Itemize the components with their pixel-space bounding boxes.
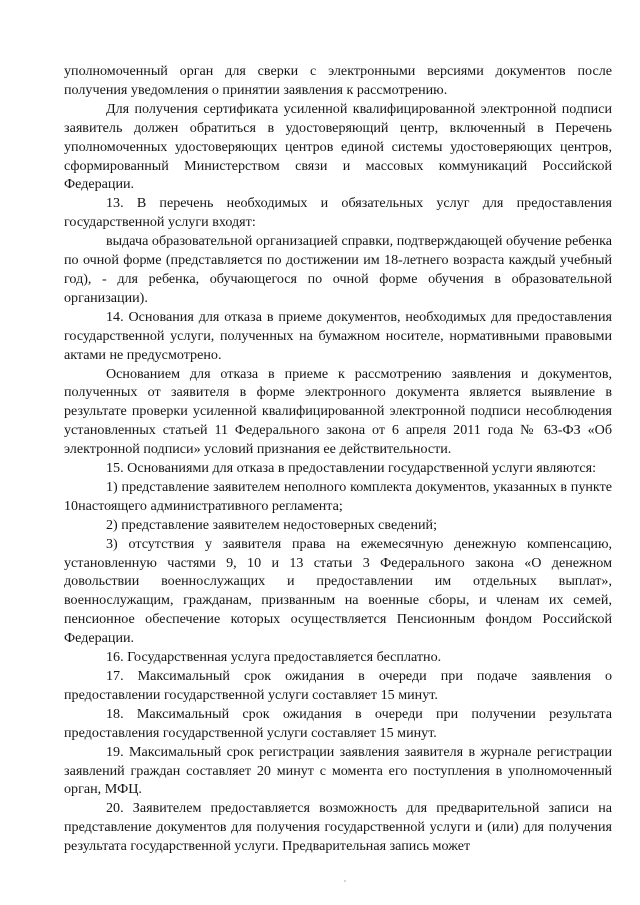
- paragraph-16: 16. Государственная услуга предоставляется бесплатно.: [106, 649, 442, 666]
- document-page: [64, 62, 612, 856]
- paragraph-15-item-2: 2) представление заявителем недостоверных сведений;: [106, 516, 437, 533]
- paragraph-13: 13. В перечень необходимых и обязательных услуг для предоставления государственной услуги входят:: [64, 195, 612, 231]
- paragraph-15-item-3: 3) отсутствия у заявителя права на ежемесячную денежную компенсацию, установленную частями 9, 10 и 13 статьи 3 Федерального закона «О денежном довольствии военнослужащих и предоставлении им отдельных выплат», военнослужащим, гражданам, призванным на военные сборы, и членам их семей, пенсионное обеспечение которых осуществляется Пенсионным фондом Российской Федерации.: [64, 535, 612, 647]
- paragraph-18: 18. Максимальный срок ожидания в очереди при получении результата предоставления государственной услуги составляет 15 минут.: [64, 705, 612, 741]
- paragraph-19: 19. Максимальный срок регистрации заявления заявителя в журнале регистрации заявлений граждан составляет 20 минут с момента его поступления в уполномоченный орган, МФЦ.: [64, 743, 612, 798]
- paragraph-continuation: уполномоченный орган для сверки с электронными версиями документов после получения уведомления о принятии заявления к рассмотрению.: [64, 63, 612, 98]
- paragraph-17: 17. Максимальный срок ожидания в очереди при подаче заявления о предоставлении государственной услуги составляет 15 минут.: [64, 668, 612, 703]
- paragraph-14: 14. Основания для отказа в приеме документов, необходимых для предоставления государственной услуги, полученных на бумажном носителе, нормативными правовыми актами не предусмотрено.: [64, 308, 612, 363]
- paragraph-certificate: Для получения сертификата усиленной квалифицированной электронной подписи заявитель должен обратиться в удостоверяющий центр, включенный в Перечень уполномоченных удостоверяющих центров единой системы удостоверяющих центров, сформированный Министерством связи и массовых коммуникаций Российской Федерации.: [64, 100, 612, 193]
- paragraph-electronic-refusal: Основанием для отказа в приеме к рассмотрению заявления и документов, полученных от заявителя в форме электронного документа является выявление в результате проверки усиленной квалифицированной электронной подписи несоблюдения установленных статьей 11 Федерального закона от 6 апреля 2011 года № 63-ФЗ «Об электронной подписи» условий признания ее действительности.: [64, 365, 612, 458]
- paragraph-13-item: выдача образовательной организацией справки, подтверждающей обучение ребенка по очной форме (представляется по достижении им 18-летнего возраста каждый учебный год), - для ребенка, обучающегося по очной форме обучения в образовательной организации).: [64, 233, 612, 306]
- paragraph-15-item-1: 1) представление заявителем неполного комплекта документов, указанных в пункте 10настоящего административного регламента;: [64, 478, 612, 514]
- paragraph-15: 15. Основаниями для отказа в предоставлении государственной услуги являются:: [106, 460, 597, 477]
- scan-speck: [344, 880, 346, 882]
- paragraph-20: 20. Заявителем предоставляется возможность для предварительной записи на представление документов для получения государственной услуги и (или) для получения результата государственной услуги. Предварительная запись может: [64, 800, 612, 855]
